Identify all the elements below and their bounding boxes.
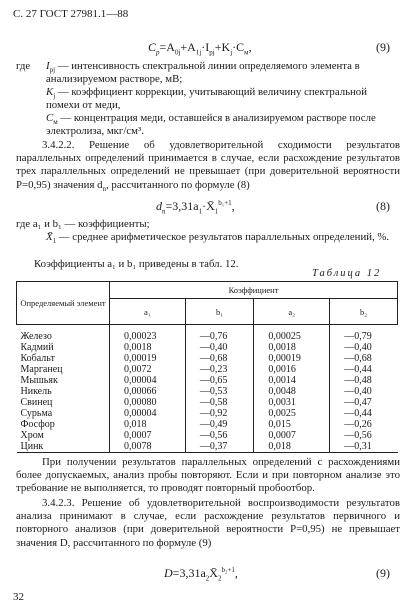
cell-value: —0,23 (185, 364, 254, 375)
table-row (17, 408, 398, 419)
table-row (17, 441, 398, 453)
cell-value: 0,0025 (254, 408, 330, 419)
table-caption: Таблица 12 (312, 268, 382, 279)
header-a1: a₁ (110, 299, 186, 325)
header-a2: a₂ (254, 299, 330, 325)
table-body (17, 325, 398, 453)
cell-value: 0,00004 (110, 408, 186, 419)
cell-element: Хром (20, 430, 44, 441)
cell-value: —0,53 (185, 386, 254, 397)
cell-value: 0,0007 (110, 430, 186, 441)
table-row (17, 325, 398, 343)
cell-value: —0,65 (185, 375, 254, 386)
page-number: 32 (13, 591, 24, 603)
cell-value: 0,00019 (254, 353, 330, 364)
cell-value: —0,56 (185, 430, 254, 441)
cell-element: Никель (20, 386, 52, 397)
cell-value: 0,018 (254, 441, 330, 453)
cell-element: Кадмий (20, 342, 54, 353)
header-coefficient: Коэффициент (110, 282, 398, 299)
cell-value: 0,00025 (254, 325, 330, 343)
cell-value: —0,37 (185, 441, 254, 453)
cell-value: 0,0031 (254, 397, 330, 408)
header-element: Определяемый элемент (17, 282, 110, 325)
cell-value: 0,0016 (254, 364, 330, 375)
def-copper-concentration: $C_м$ — концентрация меди, оставшейся в анализируемом растворе после электролиза, мкг/см³. (46, 112, 376, 138)
paragraph-3-4-2-3: 3.4.2.3. Решение об удовлетворительной воспроизводимости результатов анализа принимают в случае, если расхождение результатов первичного и повторного анализов (при доверительной вероятности P=0,95) не превышает значения D, рассчитанного по формуле (9) (16, 497, 400, 549)
def-mean: $X̄_1$ — среднее арифметическое результатов параллельных определений, %. (46, 231, 390, 246)
cell-value: —0,40 (330, 342, 398, 353)
cell-value: 0,0072 (110, 364, 186, 375)
cell-value: —0,68 (185, 353, 254, 364)
cell-value: —0,79 (330, 325, 398, 343)
cell-value: —0,56 (330, 430, 398, 441)
cell-value: 0,00023 (110, 325, 186, 343)
cell-value: 0,00019 (110, 353, 186, 364)
page-header: С. 27 ГОСТ 27981.1—88 (13, 8, 129, 20)
cell-element: Марганец (20, 364, 63, 375)
cell-value: 0,018 (110, 419, 186, 430)
cell-value: —0,31 (330, 441, 398, 453)
cell-value: —0,76 (185, 325, 254, 343)
cell-value: —0,26 (330, 419, 398, 430)
cell-value: —0,44 (330, 364, 398, 375)
table-row (17, 397, 398, 408)
cell-value: —0,47 (330, 397, 398, 408)
cell-value: 0,0078 (110, 441, 186, 453)
cell-element: Фосфор (20, 419, 55, 430)
formula-8-number: (8) (376, 199, 390, 213)
formula-9-number: (9) (376, 40, 390, 54)
cell-value: —0,40 (330, 386, 398, 397)
formula-9-top: $C_p=A_{0j}+A_{1j}\cdot I_{pj}+K_j\cdot C_м$, (148, 40, 252, 57)
cell-element: Цинк (20, 441, 44, 452)
def-where: где (16, 60, 31, 72)
cell-value: —0,92 (185, 408, 254, 419)
cell-value: 0,0014 (254, 375, 330, 386)
cell-element: Свинец (20, 397, 53, 408)
table-row (17, 386, 398, 397)
table-intro: Коэффициенты a₁ и b₁ приведены в табл. 12. (34, 258, 239, 270)
table-row (17, 419, 398, 430)
paragraph-3-4-2-2: 3.4.2.2. Решение об удовлетворительной сходимости результатов параллельных определений принимается в случае, если расхождение результатов трех параллельных определений не превышает (при доверительной вероятности P=0,95) значения $d_n$, рассчитанного по формуле (8) (16, 139, 400, 193)
cell-value: —0,48 (330, 375, 398, 386)
formula-9-bottom-number: (9) (376, 566, 390, 580)
cell-element: Мышьяк (20, 375, 58, 386)
cell-value: 0,0007 (254, 430, 330, 441)
def-intensity: $I_{pj}$ — интенсивность спектральной линии определяемого элемента в анализируемом растворе, мВ; (46, 60, 360, 86)
cell-value: 0,0018 (110, 342, 186, 353)
header-b2: b₂ (330, 299, 398, 325)
table-row (17, 353, 398, 364)
paragraph-repeat-analysis: При получении результатов параллельных определений с расхождениями более допускаемых, анализ пробы повторяют. Если и при повторном анализе это требование не выполняется, то проводят повторный пробоотбор. (16, 456, 400, 495)
cell-value: —0,49 (185, 419, 254, 430)
def-coefficients: где a₁ и b₁ — коэффициенты; (16, 218, 150, 230)
formula-8: $d_n=3,31a_1\cdot X̄_1^{b_1+1}$, (156, 199, 235, 216)
formula-9-bottom: $D=3,31a_2X̄_2^{b_2+1}$, (164, 566, 238, 583)
coefficients-table (16, 281, 398, 453)
cell-value: 0,00004 (110, 375, 186, 386)
cell-element: Сурьма (20, 408, 53, 419)
table-row (17, 430, 398, 441)
table-row (17, 364, 398, 375)
cell-value: 0,00080 (110, 397, 186, 408)
cell-element: Кобальт (20, 353, 55, 364)
header-b1: b₁ (185, 299, 254, 325)
cell-value: —0,58 (185, 397, 254, 408)
cell-value: —0,40 (185, 342, 254, 353)
cell-value: 0,0048 (254, 386, 330, 397)
cell-value: —0,44 (330, 408, 398, 419)
cell-value: 0,0018 (254, 342, 330, 353)
def-correction: $K_j$ — коэффициент коррекции, учитывающий величину спектральной помехи от меди, (46, 86, 367, 112)
cell-value: —0,68 (330, 353, 398, 364)
cell-value: 0,015 (254, 419, 330, 430)
cell-element: Железо (20, 331, 52, 342)
cell-value: 0,00066 (110, 386, 186, 397)
table-row (17, 375, 398, 386)
table-row (17, 342, 398, 353)
